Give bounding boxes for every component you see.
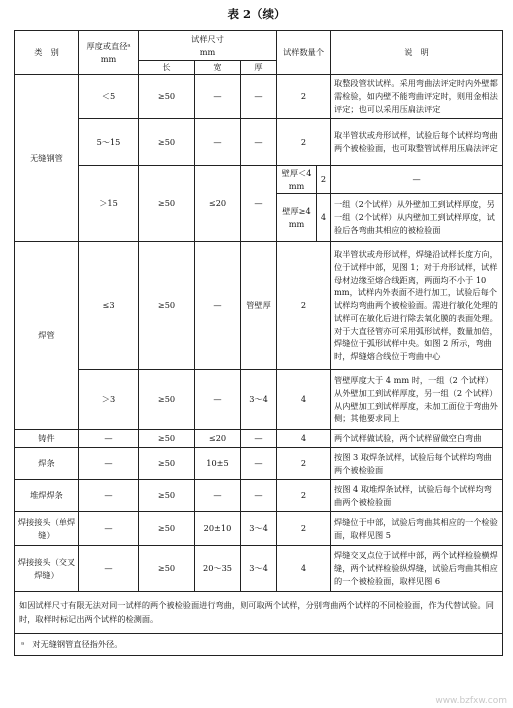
table-title: 表 2（续） [227, 7, 286, 21]
width-cell: — [195, 75, 241, 119]
count-cell: 4 [277, 370, 331, 430]
category-cell: 焊条 [15, 448, 79, 480]
thickness-cell: — [79, 480, 139, 512]
category-cell: 焊管 [15, 242, 79, 430]
depth-cell: — [241, 166, 277, 242]
category-cell: 铸件 [15, 430, 79, 448]
header-category: 类 别 [15, 31, 79, 75]
thickness-cell: ＞3 [79, 370, 139, 430]
length-cell: ≥50 [139, 430, 195, 448]
category-cell: 焊接接头（单焊缝） [15, 512, 79, 546]
table-row [15, 430, 503, 448]
table-row [15, 546, 503, 592]
length-cell: ≥50 [139, 119, 195, 166]
desc-cell: 焊缝位于中部，试验后弯曲其相应的一个检验面，取样见图 5 [331, 512, 503, 546]
count-cell: 2 [277, 448, 331, 480]
desc-cell: 焊缝交叉点位于试样中部，两个试样检验横焊缝，两个试样检验纵焊缝，试验后弯曲其相应的一个被检验面，取样见图 6 [331, 546, 503, 592]
width-cell: ≤20 [195, 166, 241, 242]
count-cell: 4 [277, 546, 331, 592]
length-cell: ≥50 [139, 242, 195, 370]
table-row [15, 370, 503, 430]
header-specimen-size: 试样尺寸 mm [139, 31, 277, 61]
length-cell: ≥50 [139, 512, 195, 546]
thickness-cell: — [79, 512, 139, 546]
width-cell: 20±10 [195, 512, 241, 546]
thickness-cell: ≤3 [79, 242, 139, 370]
thickness-cell: — [79, 448, 139, 480]
depth-cell: 3～4 [241, 546, 277, 592]
thickness-cell: — [79, 430, 139, 448]
watermark: www.bzfxw.com [435, 696, 507, 706]
table-row [15, 166, 503, 194]
length-cell: ≥50 [139, 75, 195, 119]
width-cell: ≤20 [195, 430, 241, 448]
header-count: 试样数量个 [277, 31, 331, 75]
header-thickness: 厚度或直径ᵃ mm [79, 31, 139, 75]
wall-thickness-label: 壁厚≥4 mm [277, 194, 317, 242]
desc-cell: 按图 4 取堆焊条试样，试验后每个试样均弯曲两个被检验面 [331, 480, 503, 512]
length-cell: ≥50 [139, 448, 195, 480]
depth-cell: — [241, 430, 277, 448]
thickness-cell: 5～15 [79, 119, 139, 166]
length-cell: ≥50 [139, 546, 195, 592]
depth-cell: — [241, 119, 277, 166]
depth-cell: 3～4 [241, 370, 277, 430]
table-row [15, 448, 503, 480]
header-width: 宽 [195, 61, 241, 75]
count-cell: 2 [277, 242, 331, 370]
length-cell: ≥50 [139, 370, 195, 430]
category-cell: 堆焊焊条 [15, 480, 79, 512]
category-cell: 焊接接头（交叉焊缝） [15, 546, 79, 592]
desc-cell: 取半管状或舟形试样，试验后每个试样均弯曲两个被检验面，也可取整管试样用压扁法评定 [331, 119, 503, 166]
desc-cell: 取半管状或舟形试样，焊缝沿试样长度方向，位于试样中部，见图 1；对于舟形试样，试样母材边缘至熔合线距离，两面均不小于 10 mm，试样内外表面不进行加工，试验后每个试样均弯曲两个被检验面。需进行敏化处理的试样可在敏化后进行除去氧化膜的表面处理。对于大直径管亦可采用弧形试样，数量加倍，焊缝位于弧形试样中央。如图 2 所示，弯曲时，焊缝熔合线位于弯曲中心 [331, 242, 503, 370]
table-row [15, 480, 503, 512]
desc-cell: 取整段管状试样。采用弯曲法评定时内外壁都需检验，如内壁不能弯曲评定时，则用金相法评定；也可以采用压扁法评定 [331, 75, 503, 119]
depth-cell: — [241, 480, 277, 512]
width-cell: 20～35 [195, 546, 241, 592]
table-row [15, 512, 503, 546]
depth-cell: 管壁厚 [241, 242, 277, 370]
count-cell: 4 [277, 430, 331, 448]
thickness-cell: — [79, 546, 139, 592]
depth-cell: — [241, 75, 277, 119]
category-cell: 无缝钢管 [15, 75, 79, 242]
width-cell: 10±5 [195, 448, 241, 480]
footnote: ᵃ 对无缝钢管直径指外径。 [15, 634, 503, 656]
table-row [15, 75, 503, 119]
depth-cell: — [241, 448, 277, 480]
header-depth: 厚 [241, 61, 277, 75]
desc-cell: 按图 3 取焊条试样，试验后每个试样均弯曲两个被检验面 [331, 448, 503, 480]
table-row [15, 119, 503, 166]
desc-cell: 两个试样做试验，两个试样留做空白弯曲 [331, 430, 503, 448]
header-length: 长 [139, 61, 195, 75]
spec-table [14, 30, 503, 656]
width-cell: — [195, 480, 241, 512]
count-cell: 4 [317, 194, 331, 242]
count-cell: 2 [277, 512, 331, 546]
width-cell: — [195, 370, 241, 430]
wall-thickness-label: 壁厚＜4 mm [277, 166, 317, 194]
thickness-cell: ＞15 [79, 166, 139, 242]
table-row [15, 242, 503, 370]
count-cell: 2 [277, 75, 331, 119]
width-cell: — [195, 242, 241, 370]
thickness-cell: ＜5 [79, 75, 139, 119]
count-cell: 2 [277, 480, 331, 512]
desc-cell: — [331, 166, 503, 194]
table-note: 如因试样尺寸有限无法对同一试样的两个被检验面进行弯曲，则可取两个试样，分别弯曲两个试样的不同检验面，作为代替试验。同时，取样时标记出两个试样的检测面。 [15, 592, 503, 634]
length-cell: ≥50 [139, 166, 195, 242]
desc-cell: 管壁厚度大于 4 mm 时，一组（2 个试样）从外壁加工到试样厚度，另一组（2 个试样）从内壁加工到试样厚度，未加工面位于弯曲外侧；其他要求同上 [331, 370, 503, 430]
width-cell: — [195, 119, 241, 166]
count-cell: 2 [277, 119, 331, 166]
desc-cell: 一组（2个试样）从外壁加工到试样厚度，另一组（2个试样）从内壁加工到试样厚度，试验后各弯曲其相应的被检验面 [331, 194, 503, 242]
length-cell: ≥50 [139, 480, 195, 512]
header-desc: 说 明 [331, 31, 503, 75]
count-cell: 2 [317, 166, 331, 194]
depth-cell: 3～4 [241, 512, 277, 546]
